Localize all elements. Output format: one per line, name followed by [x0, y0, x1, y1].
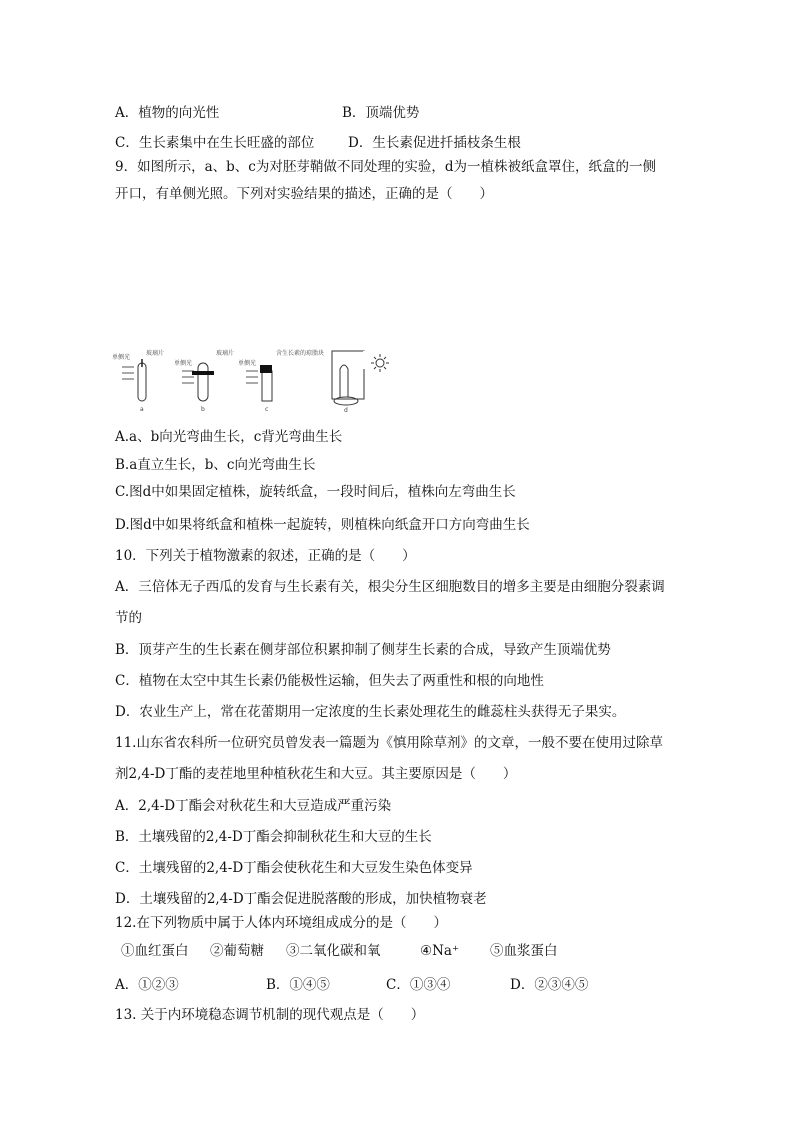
light-label-c: 单侧光 — [238, 360, 257, 367]
q9-option-d: D.图d中如果将纸盒和植株一起旋转，则植株向纸盒开口方向弯曲生长 — [115, 517, 530, 533]
q11-option-a: A．2,4-D丁酯会对秋花生和大豆造成严重污染 — [115, 798, 392, 814]
q10-stem: 10．下列关于植物激素的叙述，正确的是（ ） — [115, 548, 416, 564]
q12-item-1: ①血红蛋白 — [121, 943, 189, 959]
glass-label-a: 玻璃片 — [146, 350, 165, 357]
q10-option-c: C．植物在太空中其生长素仍能极性运输，但失去了两重性和根的向地性 — [115, 673, 544, 689]
figure-c — [238, 349, 324, 413]
q10-option-b: B．顶芽产生的生长素在侧芽部位积累抑制了侧芽生长素的合成，导致产生顶端优势 — [115, 642, 611, 658]
q11-option-d: D．土壤残留的2,4-D丁酯会促进脱落酸的形成，加快植物衰老 — [115, 891, 487, 907]
q12-option-c: C．①③④ — [386, 977, 451, 993]
agar-label-c: 含生长素的琼脂块 — [276, 350, 325, 357]
q12-option-b: B．①④⑤ — [266, 977, 330, 993]
q10-option-d: D．农业生产上，常在花蕾期用一定浓度的生长素处理花生的雌蕊柱头获得无子果实。 — [115, 704, 626, 720]
q10-option-a-line2: 节的 — [115, 610, 142, 626]
q8-option-d: D．生长素促进扦插枝条生根 — [348, 135, 521, 151]
q12-item-2: ②葡萄糖 — [210, 943, 264, 959]
label-a: a — [140, 406, 144, 413]
label-b: b — [201, 406, 205, 413]
q10-option-a-line1: A．三倍体无子西瓜的发育与生长素有关，根尖分生区细胞数目的增多主要是由细胞分裂素调 — [115, 579, 665, 595]
figure-a — [112, 349, 164, 413]
light-label-a: 单侧光 — [112, 354, 131, 361]
q12-item-5: ⑤血浆蛋白 — [490, 943, 558, 959]
figure-d — [332, 351, 389, 414]
figure-b — [174, 349, 234, 413]
glass-label-b: 玻璃片 — [216, 350, 235, 357]
q13-stem: 13. 关于内环境稳态调节机制的现代观点是（ ） — [115, 1007, 425, 1023]
q8-option-b: B．顶端优势 — [342, 105, 420, 121]
q12-item-3: ③二氧化碳和氧 — [286, 943, 381, 959]
label-d: d — [344, 407, 348, 414]
q8-option-a: A．植物的向光性 — [115, 105, 220, 121]
q11-stem-line1: 11.山东省农科所一位研究员曾发表一篇题为《慎用除草剂》的文章，一般不要在使用过除草 — [115, 735, 663, 751]
q12-option-d: D．②③④⑤ — [510, 977, 589, 993]
q8-option-c: C．生长素集中在生长旺盛的部位 — [115, 135, 315, 151]
q9-option-b: B.a直立生长，b、c向光弯曲生长 — [115, 457, 316, 473]
q9-option-a: A.a、b向光弯曲生长，c背光弯曲生长 — [115, 429, 343, 445]
q12-stem: 12.在下列物质中属于人体内环境组成成分的是（ ） — [115, 915, 447, 931]
q11-stem-line2: 剂2,4-D丁酯的麦茬地里种植秋花生和大豆。其主要原因是（ ） — [115, 766, 517, 782]
q11-option-b: B．土壤残留的2,4-D丁酯会抑制秋花生和大豆的生长 — [115, 829, 432, 845]
q9-stem-line1: 9．如图所示，a、b、c为对胚芽鞘做不同处理的实验，d为一植株被纸盒罩住，纸盒的一侧 — [115, 159, 656, 175]
label-c: c — [265, 406, 269, 413]
light-label-b: 单侧光 — [174, 360, 193, 367]
q9-stem-line2: 开口，有单侧光照。下列对实验结果的描述，正确的是（ ） — [115, 186, 493, 202]
q11-option-c: C．土壤残留的2,4-D丁酯会使秋花生和大豆发生染色体变异 — [115, 860, 473, 876]
q12-option-a: A．①②③ — [115, 977, 179, 993]
q9-option-c: C.图d中如果固定植株，旋转纸盒，一段时间后，植株向左弯曲生长 — [115, 484, 516, 500]
q12-item-4: ④Na⁺ — [420, 943, 460, 959]
q9-figure — [112, 345, 412, 415]
